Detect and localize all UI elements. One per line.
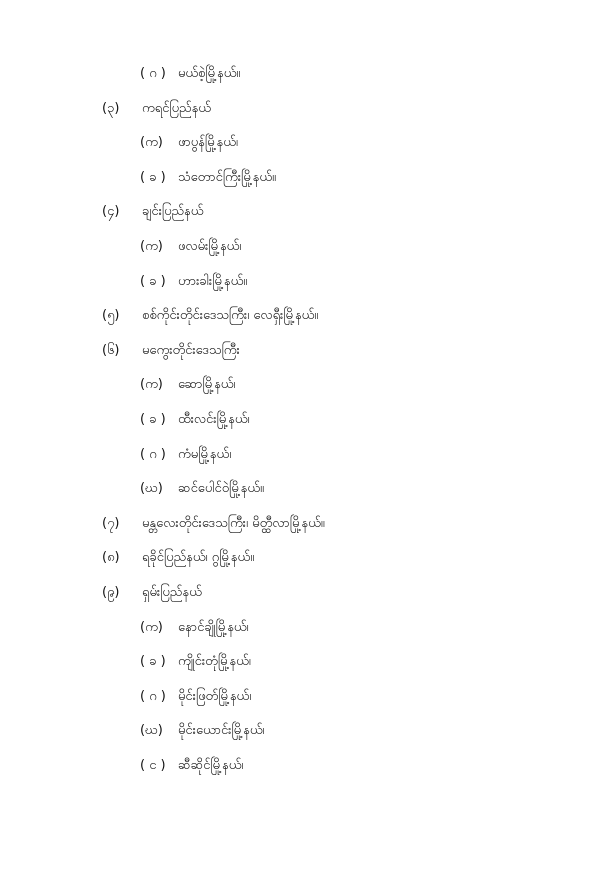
list-text: ရခိုင်ပြည်နယ်၊ ဂွမြို့နယ်။ (142, 550, 255, 566)
list-text: မိုင်းဖြတ်မြို့နယ်၊ (178, 688, 252, 704)
list-text: နောင်ချိုမြို့နယ်၊ (178, 619, 249, 635)
list-text: ဆီဆိုင်မြို့နယ်၊ (178, 758, 244, 773)
list-text: ဟားခါးမြို့နယ်။ (178, 273, 248, 289)
list-marker: (က) (140, 377, 163, 393)
list-text: မိုင်းယောင်းမြို့နယ်၊ (178, 723, 265, 739)
list-marker: (က) (140, 135, 163, 151)
list-marker: ( ဂ ) (140, 446, 166, 462)
list-marker: (၃) (102, 100, 120, 116)
list-text: ဆောမြို့နယ်၊ (178, 377, 236, 393)
list-marker: (၅) (102, 308, 120, 324)
list-marker: ( ဂ ) (140, 66, 166, 81)
list-marker: (က) (140, 619, 163, 635)
list-text: ဖာပွန်မြို့နယ်၊ (178, 135, 238, 151)
list-marker: (၈) (102, 550, 120, 566)
list-text: စစ်ကိုင်းတိုင်းဒေသကြီး၊ လေရှီးမြို့နယ်။ (142, 308, 319, 324)
list-marker: ( ဂ ) (140, 688, 166, 704)
list-marker: (ဃ) (140, 723, 163, 739)
list-text: မကွေးတိုင်းဒေသကြီး (142, 342, 240, 358)
list-text: ကျိုင်းတုံမြို့နယ်၊ (178, 654, 251, 670)
list-text: ကံမမြို့နယ်၊ (178, 446, 232, 462)
list-marker: ( င ) (140, 758, 166, 773)
list-marker: (ဃ) (140, 481, 163, 497)
list-marker: ( ခ ) (140, 412, 166, 427)
list-text: ဆင်ပေါင်ဝဲမြို့နယ်။ (178, 481, 264, 497)
list-text: သံတောင်ကြီးမြို့နယ်။ (178, 169, 276, 185)
list-marker: (၄) (102, 204, 120, 220)
list-marker: ( ခ ) (140, 273, 166, 289)
list-marker: ( ခ ) (140, 654, 166, 670)
list-marker: ( ခ ) (140, 169, 166, 185)
list-marker: (၆) (102, 342, 120, 358)
list-marker: (၉) (102, 585, 120, 600)
list-text: ဖလမ်းမြို့နယ်၊ (178, 239, 242, 254)
list-text: ထီးလင်းမြို့နယ်၊ (178, 412, 250, 427)
list-text: ကရင်ပြည်နယ် (142, 100, 211, 116)
list-marker: (၇) (102, 515, 120, 531)
list-text: ရှမ်းပြည်နယ် (142, 585, 202, 600)
list-text: မန္တလေးတိုင်းဒေသကြီး၊ မိတ္ထီလာမြို့နယ်။ (142, 515, 325, 531)
list-text: ချင်းပြည်နယ် (142, 204, 204, 220)
list-marker: (က) (140, 239, 163, 254)
list-text: မယ်စဲ့မြို့နယ်။ (178, 66, 241, 81)
